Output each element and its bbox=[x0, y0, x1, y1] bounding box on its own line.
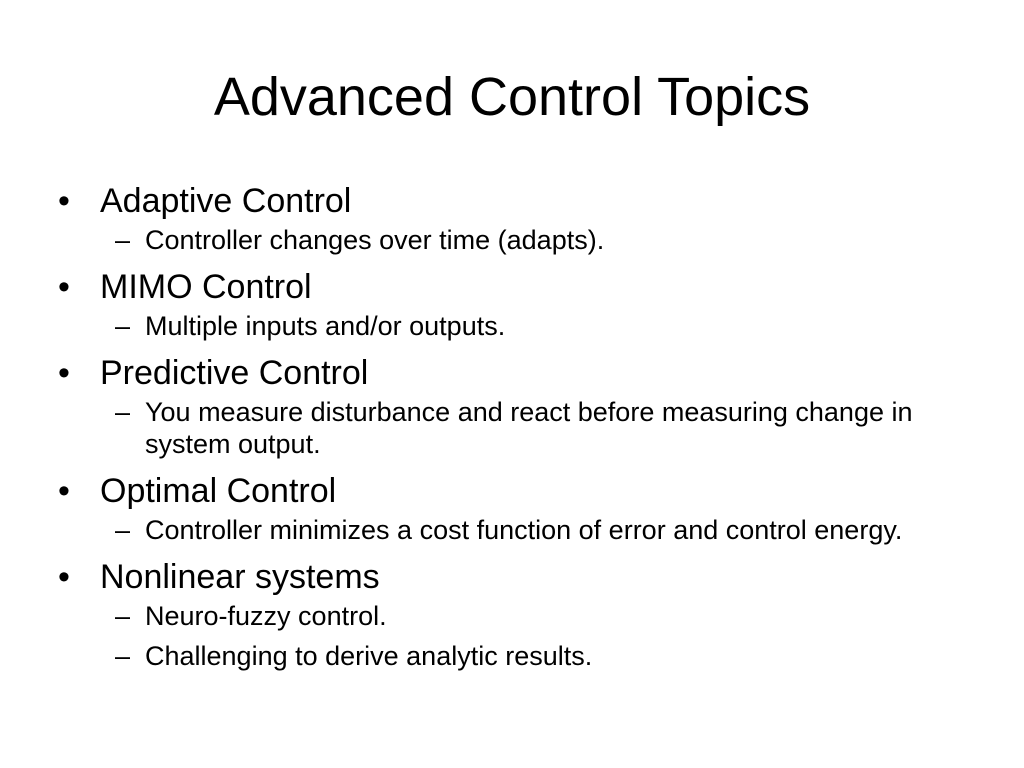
sub-list-item-text: Controller changes over time (adapts). bbox=[145, 225, 605, 255]
sub-list-item bbox=[58, 640, 978, 672]
dash-icon: – bbox=[115, 601, 131, 631]
sub-list-item bbox=[58, 514, 978, 546]
list-item-text: Predictive Control bbox=[100, 354, 369, 392]
sub-list-item bbox=[58, 396, 978, 460]
list-item-text: Optimal Control bbox=[100, 472, 337, 510]
sub-list-item-text: Controller minimizes a cost function of error and control energy. bbox=[145, 515, 903, 545]
list-item bbox=[58, 178, 978, 224]
bullet-icon: • bbox=[58, 182, 70, 220]
dash-icon: – bbox=[115, 515, 131, 545]
bullet-list bbox=[58, 178, 978, 680]
list-item bbox=[58, 350, 978, 396]
dash-icon: – bbox=[115, 397, 131, 427]
list-item bbox=[58, 468, 978, 514]
list-item bbox=[58, 554, 978, 600]
sub-list-item-text: Challenging to derive analytic results. bbox=[145, 641, 593, 671]
bullet-icon: • bbox=[58, 558, 70, 596]
sub-list-item-text: Multiple inputs and/or outputs. bbox=[145, 311, 506, 341]
dash-icon: – bbox=[115, 311, 131, 341]
dash-icon: – bbox=[115, 225, 131, 255]
sub-list-item bbox=[58, 224, 978, 256]
slide-title: Advanced Control Topics bbox=[213, 67, 811, 127]
list-item-text: Nonlinear systems bbox=[100, 558, 380, 596]
sub-list-item bbox=[58, 310, 978, 342]
bullet-icon: • bbox=[58, 354, 70, 392]
sub-list-item-text: Neuro-fuzzy control. bbox=[145, 601, 387, 631]
list-item-text: MIMO Control bbox=[100, 268, 312, 306]
list-item bbox=[58, 264, 978, 310]
sub-list-item-text: You measure disturbance and react before measuring change in system output. bbox=[145, 397, 913, 459]
sub-list-item bbox=[58, 600, 978, 632]
dash-icon: – bbox=[115, 641, 131, 671]
list-item-text: Adaptive Control bbox=[100, 182, 352, 220]
bullet-icon: • bbox=[58, 268, 70, 306]
bullet-icon: • bbox=[58, 472, 70, 510]
